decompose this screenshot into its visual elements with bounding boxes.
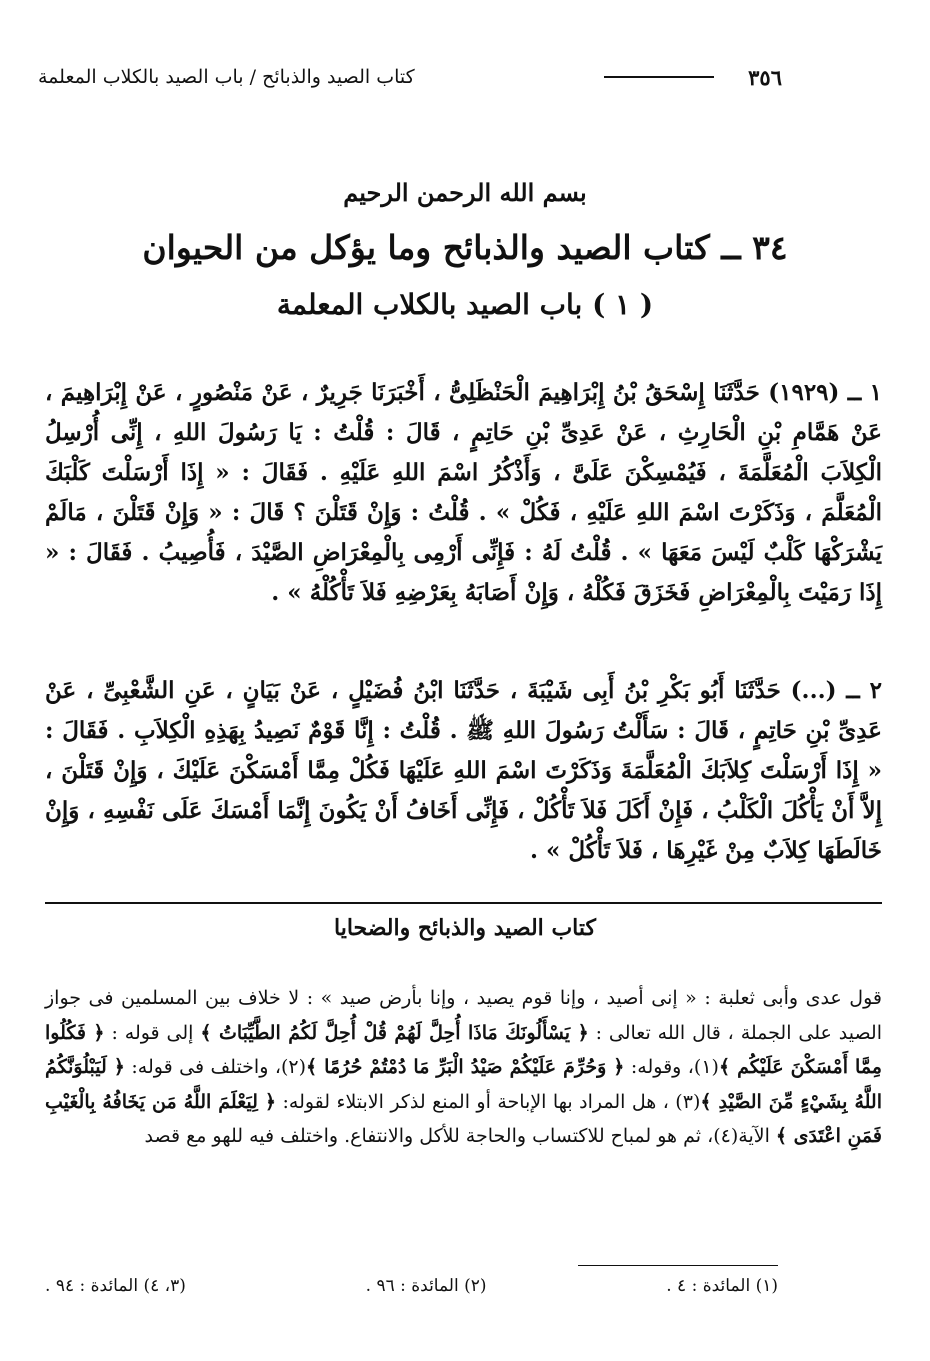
- commentary-text: الآية(٤)، ثم هو لمباح للاكتساب والحاجة للأكل والانتفاع. واختلف فيه للهو مع قصد: [144, 1125, 776, 1147]
- footnote-rule: [578, 1265, 778, 1266]
- section-divider: [45, 902, 882, 904]
- commentary-text: إلى قوله :: [104, 1021, 201, 1044]
- quran-verse: ﴿ يَسْأَلُونَكَ مَاذَا أُحِلَّ لَهُمْ قُلْ أُحِلَّ لَكُمُ الطَّيِّبَاتُ ﴾: [200, 1021, 589, 1044]
- hadith-paragraph: ١ ــ (١٩٢٩) حَدَّثَنَا إِسْحَقُ بْنُ إِبْرَاهِيمَ الْحَنْظَلِىُّ ، أَخْبَرَنَا جَرِيرٌ ، عَنْ مَنْصُورٍ ، عَنْ إِبْرَاهِيمَ ، عَنْ هَمَّامِ بْنِ الْحَارِثِ ، عَنْ عَدِىِّ بْنِ حَاتِمٍ ، قَالَ : قُلْتُ : يَا رَسُولَ اللهِ ، إِنِّى أُرْسِلُ الْكِلاَبَ الْمُعَلَّمَةَ ، فَيُمْسِكْنَ عَلَىَّ ، وَأَذْكُرُ اسْمَ اللهِ عَلَيْهِ . فَقَالَ : « إِذَا أَرْسَلْتَ كَلْبَكَ الْمُعَلَّمَ ، وَذَكَرْتَ اسْمَ اللهِ عَلَيْهِ ، فَكُلْ » . قُلْتُ : وَإِنْ قَتَلْنَ ؟ قَالَ : « وَإِنْ قَتَلْنَ ، مَالَمْ يَشْرَكْهَا كَلْبٌ لَيْسَ مَعَهَا » . قُلْتُ لَهُ : فَإِنِّى أَرْمِى بِالْمِعْرَاضِ الصَّيْدَ ، فَأُصِيبُ . فَقَالَ : « إِذَا رَمَيْتَ بِالْمِعْرَاضِ فَخَزَقَ فَكُلْهُ ، وَإِنْ أَصَابَهُ بِعَرْضِهِ فَلاَ تَأْكُلْهُ » .: [45, 379, 883, 606]
- commentary-title: كتاب الصيد والذبائح والضحايا: [334, 915, 596, 941]
- hadith-paragraph: ٢ ــ (...) حَدَّثَنَا أَبُو بَكْرِ بْنُ أَبِى شَيْبَةَ ، حَدَّثَنَا ابْنُ فُضَيْلٍ ، عَنْ بَيَانٍ ، عَنِ الشَّعْبِىِّ ، عَنْ عَدِىِّ بْنِ حَاتِمٍ ، قَالَ : سَأَلْتُ رَسُولَ اللهِ ﷺ . قُلْتُ : إِنَّا قَوْمٌ نَصِيدُ بِهَذِهِ الْكِلاَبِ . فَقَالَ : « إِذَا أَرْسَلْتَ كِلاَبَكَ الْمُعَلَّمَةَ وَذَكَرْتَ اسْمَ اللهِ عَلَيْهَا فَكُلْ مِمَّا أَمْسَكْنَ عَلَيْكَ ، وَإِنْ قَتَلْنَ ، إِلاَّ أَنْ يَأْكُلَ الْكَلْبُ ، فَإِنْ أَكَلَ فَلاَ تَأْكُلْ ، فَإِنِّى أَخَافُ أَنْ يَكُونَ إِنَّمَا أَمْسَكَ عَلَى نَفْسِهِ ، وَإِنْ خَالَطَهَا كِلاَبٌ مِنْ غَيْرِهَا ، فَلاَ تَأْكُلْ » .: [45, 677, 882, 864]
- header-rule: [604, 76, 714, 78]
- basmala: بسم الله الرحمن الرحيم: [343, 178, 587, 207]
- quran-verse: ﴿ لَيَبْلُوَنَّكُمُ اللَّهُ بِشَيْءٍ مِّنَ الصَّيْدِ ﴾: [45, 1056, 882, 1113]
- page-number: ٣٥٦: [748, 64, 782, 90]
- chapter-title: ( ١ ) باب الصيد بالكلاب المعلمة: [276, 288, 654, 321]
- quran-verse: ﴿ فَكُلُوا مِمَّا أَمْسَكْنَ عَلَيْكُم ﴾: [45, 1021, 882, 1078]
- commentary-text: (٢)، واختلف فى قوله:: [124, 1056, 307, 1078]
- running-header: [38, 62, 782, 92]
- book-title: ٣٤ ــ كتاب الصيد والذبائح وما يؤكل من الحيوان: [142, 228, 788, 267]
- quran-verse: ﴿ وَحُرِّمَ عَلَيْكُمْ صَيْدُ الْبَرِّ مَا دُمْتُمْ حُرُمًا ﴾: [306, 1056, 625, 1078]
- commentary-text: (٣) ، هل المراد بها الإباحة أو المنع لذكر الابتلاء لقوله:: [276, 1090, 701, 1113]
- commentary-paragraph: [45, 981, 882, 1154]
- commentary-text: قول عدى وأبى ثعلبة : « إنى أصيد ، وإنا قوم يصيد ، وإنا بأرض صيد » : لا خلاف بين المسلمين فى جواز الصيد على الجملة ، قال الله تعالى :: [45, 987, 882, 1044]
- footnotes: [45, 1276, 778, 1306]
- footnote: (٢) المائدة : ٩٦ .: [365, 1276, 487, 1296]
- running-title: كتاب الصيد والذبائح / باب الصيد بالكلاب المعلمة: [38, 66, 415, 88]
- footnote: (١) المائدة : ٤ .: [666, 1276, 778, 1296]
- quran-verse: ﴿ لِيَعْلَمَ اللَّهُ مَن يَخَافُهُ بِالْغَيْبِ فَمَنِ اعْتَدَى ﴾: [45, 1090, 882, 1147]
- footnote: (٣، ٤) المائدة : ٩٤ .: [45, 1276, 186, 1296]
- commentary-text: (١)، وقوله:: [624, 1056, 719, 1078]
